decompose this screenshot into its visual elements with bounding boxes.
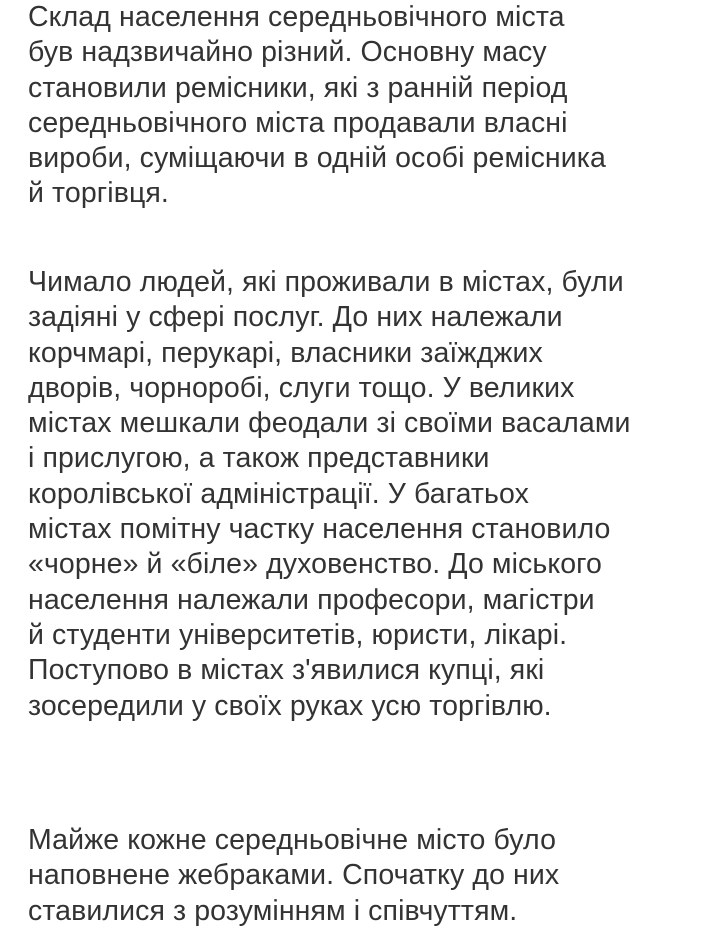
text-line: містах помітну частку населення становило xyxy=(28,513,611,546)
paragraph-1 xyxy=(28,0,606,212)
text-line: і прислугою, а також представники xyxy=(28,442,490,475)
text-line: «чорне» й «біле» духовенство. До міського xyxy=(28,548,603,581)
text-line: дворів, чорноробі, слуги тощо. У великих xyxy=(28,371,575,404)
text-line: вироби, суміщаючи в одній особі ремісника xyxy=(28,142,606,175)
text-line: наповнене жебраками. Спочатку до них xyxy=(28,859,560,892)
text-line: зосередили у своїх руках усю торгівлю. xyxy=(28,689,552,722)
text-line: й торгівця. xyxy=(28,177,169,210)
text-line: корчмарі, перукарі, власники заїжджих xyxy=(28,336,543,369)
text-line: задіяні у сфері послуг. До них належали xyxy=(28,301,563,334)
text-line: королівської адміністрації. У багатьох xyxy=(28,477,529,510)
text-line: населення належали професори, магістри xyxy=(28,583,595,616)
text-line: середньовічного міста продавали власні xyxy=(28,106,568,139)
text-line: становили ремісники, які з ранній період xyxy=(28,71,568,104)
text-line: був надзвичайно різний. Основну масу xyxy=(28,36,547,69)
text-line: містах мешкали феодали зі своїми васалами xyxy=(28,407,631,440)
text-line: Склад населення середньовічного міста xyxy=(28,1,565,33)
text-line: й студенти університетів, юристи, лікарі. xyxy=(28,618,568,651)
text-line: Поступово в містах з'явилися купці, які xyxy=(28,654,545,687)
paragraph-2 xyxy=(28,265,631,724)
paragraph-3 xyxy=(28,823,559,929)
text-line: ставилися з розумінням і співчуттям. xyxy=(28,894,518,927)
text-line: Майже кожне середньовічне місто було xyxy=(28,824,557,856)
text-line: Чимало людей, які проживали в містах, були xyxy=(28,266,624,298)
